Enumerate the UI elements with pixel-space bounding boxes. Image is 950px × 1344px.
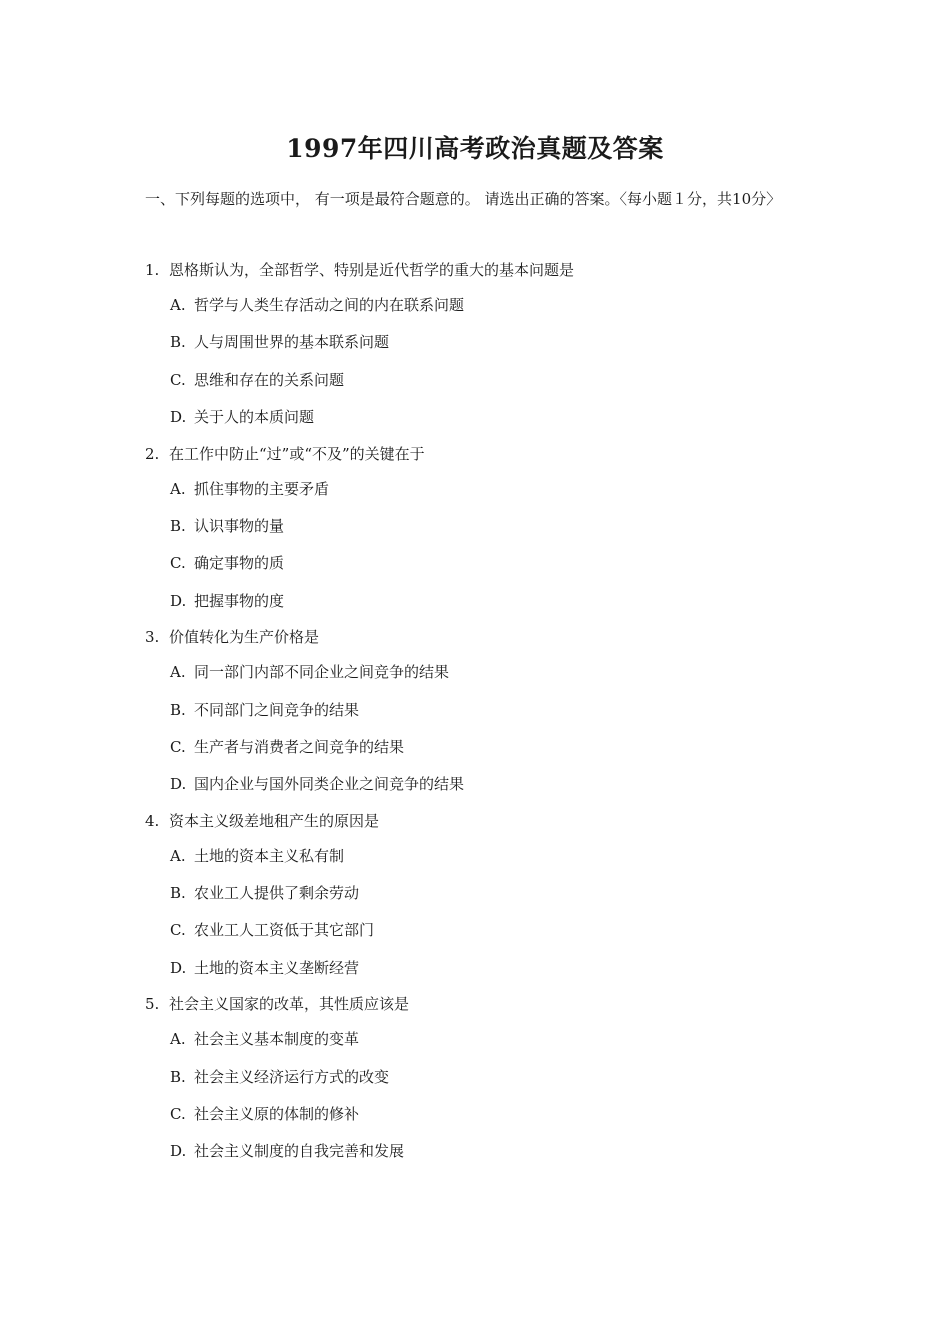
question-stem	[145, 437, 805, 471]
option-b	[145, 875, 805, 912]
option-letter: D.	[170, 958, 187, 977]
option-text: 社会主义制度的自我完善和发展	[194, 1142, 405, 1161]
question-text: 价值转化为生产价格是	[169, 628, 320, 647]
question-5	[145, 987, 805, 1171]
option-text: 国内企业与国外同类企业之间竞争的结果	[194, 775, 465, 794]
question-text: 资本主义级差地租产生的原因是	[169, 811, 380, 830]
option-text: 土地的资本主义私有制	[194, 846, 345, 865]
option-d	[145, 399, 805, 436]
option-b	[145, 324, 805, 361]
option-letter: C.	[170, 1105, 186, 1124]
option-text: 认识事物的量	[194, 516, 285, 535]
option-a	[145, 838, 805, 875]
section-instructions: 一、下列每题的选项中， 有一项是最符合题意的。 请选出正确的答案。〈每小题１分，共10分〉	[145, 190, 782, 208]
option-letter: A.	[170, 846, 186, 865]
option-text: 土地的资本主义垄断经营	[194, 958, 360, 977]
option-letter: D.	[170, 1142, 187, 1161]
option-d	[145, 766, 805, 803]
option-letter: C.	[170, 554, 186, 573]
question-stem	[145, 987, 805, 1021]
option-b	[145, 1059, 805, 1096]
option-letter: A.	[170, 1030, 186, 1049]
question-2	[145, 437, 805, 621]
option-a	[145, 471, 805, 508]
option-letter: B.	[170, 333, 186, 352]
question-text: 恩格斯认为，全部哲学、特别是近代哲学的重大的基本问题是	[169, 261, 575, 279]
option-text: 思维和存在的关系问题	[194, 370, 345, 389]
option-a	[145, 1021, 805, 1058]
option-text: 农业工人工资低于其它部门	[194, 921, 375, 940]
option-letter: C.	[170, 737, 186, 756]
question-number: 5.	[145, 995, 160, 1014]
option-d	[145, 1133, 805, 1170]
question-number: 1.	[145, 261, 160, 279]
option-letter: A.	[170, 479, 186, 498]
option-text: 人与周围世界的基本联系问题	[194, 333, 390, 352]
question-1	[145, 253, 805, 437]
option-c	[145, 545, 805, 582]
option-letter: B.	[170, 884, 186, 903]
option-letter: A.	[170, 296, 186, 314]
option-c	[145, 729, 805, 766]
option-letter: B.	[170, 700, 186, 719]
question-list	[145, 253, 805, 1171]
question-stem	[145, 804, 805, 838]
option-text: 社会主义经济运行方式的改变	[194, 1067, 390, 1086]
question-3	[145, 620, 805, 804]
document-title: 1997年四川高考政治真题及答案	[286, 134, 664, 163]
option-a	[145, 654, 805, 691]
question-text: 在工作中防止“过”或“不及”的关键在于	[169, 444, 425, 463]
option-text: 确定事物的质	[194, 554, 285, 573]
option-text: 农业工人提供了剩余劳动	[194, 884, 360, 903]
question-stem	[145, 253, 805, 287]
question-4	[145, 804, 805, 988]
option-text: 哲学与人类生存活动之间的内在联系问题	[194, 296, 465, 314]
option-letter: C.	[170, 370, 186, 389]
option-text: 社会主义原的体制的修补	[194, 1105, 360, 1124]
question-number: 3.	[145, 628, 160, 647]
option-text: 把握事物的度	[194, 591, 285, 610]
option-text: 社会主义基本制度的变革	[194, 1030, 360, 1049]
option-text: 关于人的本质问题	[194, 408, 315, 427]
option-c	[145, 362, 805, 399]
option-letter: D.	[170, 408, 187, 427]
option-b	[145, 508, 805, 545]
option-letter: D.	[170, 591, 187, 610]
option-text: 抓住事物的主要矛盾	[194, 479, 330, 498]
option-letter: A.	[170, 663, 186, 682]
option-text: 不同部门之间竞争的结果	[194, 700, 360, 719]
question-text: 社会主义国家的改革，其性质应该是	[169, 995, 410, 1014]
option-d	[145, 583, 805, 620]
option-letter: C.	[170, 921, 186, 940]
question-stem	[145, 620, 805, 654]
option-a	[145, 287, 805, 324]
option-text: 同一部门内部不同企业之间竞争的结果	[194, 663, 450, 682]
question-number: 4.	[145, 811, 160, 830]
question-number: 2.	[145, 444, 160, 463]
option-b	[145, 692, 805, 729]
option-c	[145, 912, 805, 949]
option-d	[145, 950, 805, 987]
option-letter: B.	[170, 516, 186, 535]
option-c	[145, 1096, 805, 1133]
option-letter: D.	[170, 775, 187, 794]
option-text: 生产者与消费者之间竞争的结果	[194, 737, 405, 756]
option-letter: B.	[170, 1067, 186, 1086]
